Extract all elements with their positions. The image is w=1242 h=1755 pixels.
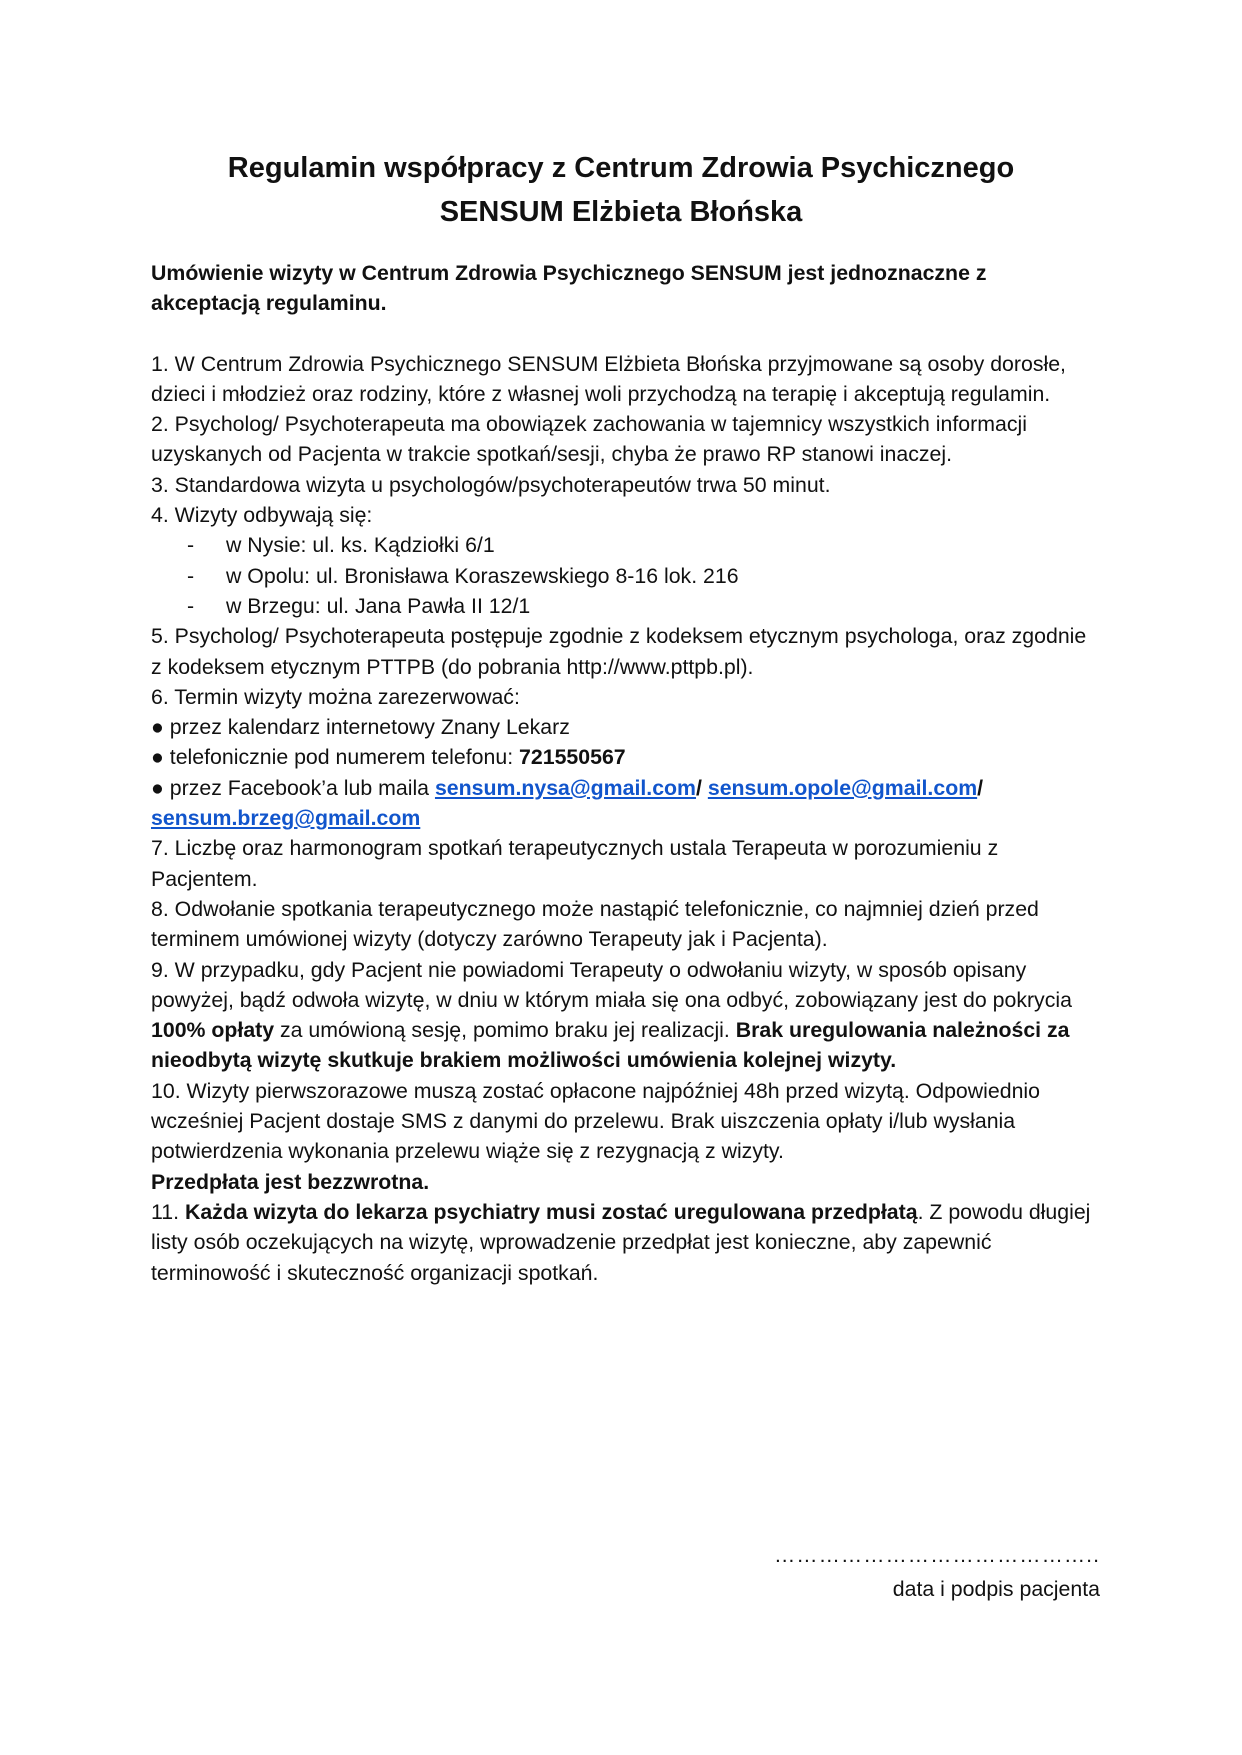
rule-10-nonrefundable: Przedpłata jest bezzwrotna. bbox=[151, 1169, 430, 1194]
email-link-brzeg[interactable]: sensum.brzeg@gmail.com bbox=[151, 806, 421, 831]
email-label: ● przez Facebook’a lub maila bbox=[151, 775, 435, 800]
signature-label: data i podpis pacjenta bbox=[892, 1577, 1100, 1601]
rule-9-fee: 100% opłaty bbox=[151, 1018, 275, 1043]
rule-5: 5. Psycholog/ Psychoterapeuta postępuje zgodnie z kodeksem etycznym psychologa, oraz zgodnie z kodeksem etycznym PTTPB (do pobrania http://www.pttpb.pl). bbox=[151, 624, 1087, 679]
phone-label: ● telefonicznie pod numerem telefonu: bbox=[151, 745, 520, 770]
rule-9-warning: Brak uregulowania należności za nieodbytą wizytę skutkuje brakiem możliwości umówienia kolejnej wizyty. bbox=[151, 1018, 1070, 1073]
title-line-2: SENSUM Elżbieta Błońska bbox=[439, 196, 803, 228]
rule-1: 1. W Centrum Zdrowia Psychicznego SENSUM Elżbieta Błońska przyjmowane są osoby dorosłe, dzieci i młodzież oraz rodziny, które z własnej woli przychodzą na terapię i akceptują regulamin. bbox=[151, 351, 1066, 406]
location-item bbox=[151, 591, 1101, 621]
rule-11-emphasis: Każda wizyta do lekarza psychiatry musi zostać uregulowana przedpłatą bbox=[184, 1199, 918, 1224]
rule-9 bbox=[151, 955, 1101, 1076]
document-title bbox=[0, 146, 1242, 234]
signature-line: …………………………………….. bbox=[774, 1543, 1100, 1567]
location-opole: w Opolu: ul. Bronisława Koraszewskiego 8-16 lok. 216 bbox=[226, 563, 739, 588]
slash-separator: / bbox=[977, 775, 984, 800]
rule-2: 2. Psycholog/ Psychoterapeuta ma obowiązek zachowania w tajemnicy wszystkich informacji uzyskanych od Pacjenta w trakcie spotkań/sesji, chyba że prawo RP stanowi inaczej. bbox=[151, 412, 1027, 467]
dash-marker: - bbox=[187, 563, 195, 588]
rule-3: 3. Standardowa wizyta u psychologów/psychoterapeutów trwa 50 minut. bbox=[151, 472, 831, 497]
document-body bbox=[151, 258, 1101, 1288]
rule-9-text-cont: za umówioną sesję, pomimo braku jej realizacji. bbox=[274, 1018, 736, 1043]
slash-separator: / bbox=[696, 775, 702, 800]
rule-9-text: 9. W przypadku, gdy Pacjent nie powiadomi Terapeuty o odwołaniu wizyty, w sposób opisany powyżej, bądź odwoła wizytę, w dniu w którym miała się ona odbyć, zobowiązany jest do pokrycia bbox=[151, 957, 1072, 1012]
booking-option-calendar: ● przez kalendarz internetowy Znany Lekarz bbox=[151, 715, 570, 740]
rule-10: 10. Wizyty pierwszorazowe muszą zostać opłacone najpóźniej 48h przed wizytą. Odpowiednio wcześniej Pacjent dostaje SMS z danymi do przelewu. Brak uiszczenia opłaty i/lub wysłania potwierdzenia wykonania przelewu wiąże się z rezygnacją z wizyty. bbox=[151, 1078, 1040, 1164]
location-brzeg: w Brzegu: ul. Jana Pawła II 12/1 bbox=[226, 593, 531, 618]
phone-number: 721550567 bbox=[519, 745, 626, 770]
dash-marker: - bbox=[187, 593, 195, 618]
rule-11-text: . Z powodu długiej listy osób oczekujących na wizytę, wprowadzenie przedpłat jest konieczne, aby zapewnić terminowość i skuteczność organizacji spotkań. bbox=[151, 1199, 1091, 1285]
rule-8: 8. Odwołanie spotkania terapeutycznego może nastąpić telefonicznie, co najmniej dzień przed terminem umówionej wizyty (dotyczy zarówno Terapeuty jak i Pacjenta). bbox=[151, 896, 1039, 952]
rule-7: 7. Liczbę oraz harmonogram spotkań terapeutycznych ustala Terapeuta w porozumieniu z Pacjentem. bbox=[151, 836, 999, 891]
location-item bbox=[151, 561, 1101, 591]
title-line-1: Regulamin współpracy z Centrum Zdrowia Psychicznego bbox=[227, 152, 1015, 184]
rule-11-number: 11. bbox=[151, 1199, 185, 1224]
signature-block bbox=[774, 1538, 1100, 1606]
booking-option-phone bbox=[151, 742, 1101, 772]
rule-4: 4. Wizyty odbywają się: bbox=[151, 503, 373, 528]
email-link-opole[interactable]: sensum.opole@gmail.com bbox=[707, 775, 978, 800]
location-nysa: w Nysie: ul. ks. Kądziołki 6/1 bbox=[226, 533, 495, 558]
location-item bbox=[151, 530, 1101, 560]
rule-6: 6. Termin wizyty można zarezerwować: bbox=[151, 684, 520, 709]
intro-paragraph: Umówienie wizyty w Centrum Zdrowia Psychicznego SENSUM jest jednoznaczne z akceptacją regulaminu. bbox=[151, 261, 987, 316]
dash-marker: - bbox=[187, 533, 195, 558]
booking-option-email bbox=[151, 773, 1101, 834]
rule-11 bbox=[151, 1197, 1101, 1288]
email-link-nysa[interactable]: sensum.nysa@gmail.com bbox=[434, 775, 696, 800]
